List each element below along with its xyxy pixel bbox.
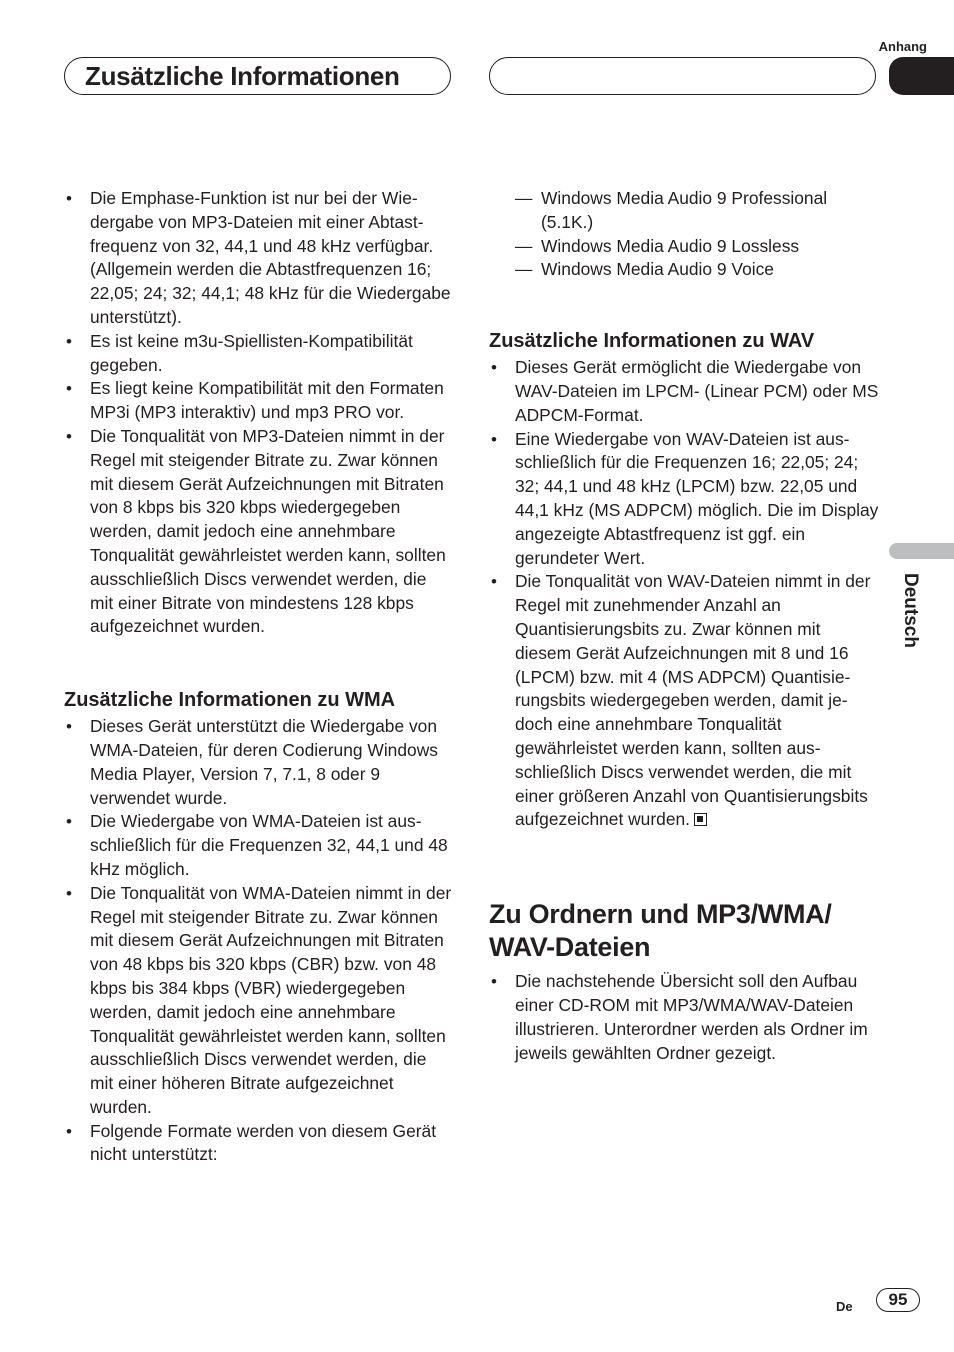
left-column [64,187,454,1167]
list-item [64,810,454,881]
wav-list [489,356,879,832]
page-title: Zusätzliche Informationen [85,61,400,91]
right-column [489,187,879,1065]
list-item [515,258,879,282]
wav-heading: Zusätzliche Informationen zu WAV [489,330,815,353]
bullet-icon: • [66,331,72,351]
list-item [64,425,454,639]
folders-list [489,970,879,1065]
list-item [515,235,879,259]
list-item [64,715,454,810]
bullet-icon: • [66,812,72,832]
language-tab [889,543,954,559]
unsupported-formats-list [489,187,879,282]
bullet-icon: • [66,717,72,737]
list-item-text: Die Tonqualität von WAV-Dateien nimmt in der Regel mit zunehmender Anzahl an Quantisierungsbits zu. Zwar können mit diesem Gerät Aufzeichnungen mit 8 und 16 (LPCM) bzw. mit 4 (MS ADPCM) Quantisierungsbits wiedergegeben werden, damit jedoch eine annehmbare Tonqualität gewährleistet werden kann, sollten ausschließlich Discs verwendet werden, die mit einer größeren Anzahl von Quantisierungsbits aufgezeichnet wurden. [515,571,871,830]
list-item-text: Es ist keine m3u-Spiellisten-Kompatibilität gegeben. [90,330,413,375]
list-item [489,356,879,427]
list-item [515,187,879,235]
list-item [64,1120,454,1168]
folders-heading: Zu Ordnern und MP3/WMA/ WAV-Dateien [489,899,832,963]
language-code: De [836,1299,853,1314]
list-item-text: Es liegt keine Kompatibilität mit den Formaten MP3i (MP3 interaktiv) und mp3 PRO vor. [90,378,444,423]
list-item [64,330,454,378]
list-item [489,970,879,1065]
wma-heading: Zusätzliche Informationen zu WMA [64,689,396,712]
intro-list [64,187,454,639]
dash-icon: — [515,235,533,256]
page-number: 95 [876,1288,920,1312]
bullet-icon: • [491,358,497,378]
list-item-text: Windows Media Audio 9 Professional (5.1K.) [541,188,828,232]
list-item-text: Windows Media Audio 9 Voice [541,259,774,280]
dash-icon: — [515,259,533,280]
bullet-icon: • [66,426,72,446]
list-item-text: Die nachstehende Übersicht soll den Aufbau einer CD-ROM mit MP3/WMA/WAV-Dateien illustrieren. Unterordner werden als Ordner im jeweils gewählten Ordner gezeigt. [515,971,868,1063]
bullet-icon: • [491,572,497,592]
wma-list [64,715,454,1167]
section-label: Anhang [878,39,927,54]
list-item [64,882,454,1120]
list-item-text: Folgende Formate werden von diesem Gerät nicht unterstützt: [90,1120,437,1165]
chapter-tab [889,57,954,95]
bullet-icon: • [66,189,72,208]
header-blank-pill [489,57,876,95]
list-item-text: Die Emphase-Funktion ist nur bei der Wiedergabe von MP3-Dateien mit einer Abtastfrequenz von 32, 44,1 und 48 kHz verfügbar. (Allgemein werden die Abtastfrequenzen 16; 22,05; 24; 32; 44,1; 48 kHz für die Wiedergabe unterstützt). [90,188,451,327]
list-item [489,428,879,571]
list-item [489,570,879,832]
list-item-text: Windows Media Audio 9 Lossless [541,235,800,256]
list-item-text: Eine Wiedergabe von WAV-Dateien ist ausschließlich für die Frequenzen 16; 22,05; 24; 32; 44,1 und 48 kHz (LPCM) bzw. 22,05 und 44,1 kHz (MS ADPCM) möglich. Die im Display angezeigte Abtastfrequenz ist ggf. ein gerundeter Wert. [515,428,879,568]
list-item-text: Die Tonqualität von MP3-Dateien nimmt in der Regel mit steigender Bitrate zu. Zwar können mit diesem Gerät Aufzeichnungen mit Bitraten von 8 kbps bis 320 kbps wiedergegeben werden, damit jedoch eine annehmbare Tonqualität gewährleistet werden kann, sollten ausschließlich Discs verwendet werden, die mit einer Bitrate von mindestens 128 kbps aufgezeichnet wurden. [90,425,446,637]
list-item [64,377,454,425]
list-item [64,187,454,330]
bullet-icon: • [491,429,497,449]
header-title-pill [64,57,451,95]
dash-icon: — [515,188,533,208]
list-item-text: Die Tonqualität von WMA-Dateien nimmt in der Regel mit steigender Bitrate zu. Zwar können mit diesem Gerät Aufzeichnungen mit Bitraten von 48 kbps bis 320 kbps (CBR) bzw. von 48 kbps bis 384 kbps (VBR) wiedergegeben werden, damit jedoch eine annehmbare Tonqualität gewährleistet werden kann, sollten ausschließlich Discs verwendet werden, die mit einer höheren Bitrate aufgezeichnet wurden. [90,882,452,1117]
list-item-text: Dieses Gerät ermöglicht die Wiedergabe von WAV-Dateien im LPCM- (Linear PCM) oder MS ADPCM-Format. [515,357,879,425]
bullet-icon: • [491,972,497,992]
bullet-icon: • [66,1121,72,1141]
list-item-text: Dieses Gerät unterstützt die Wiedergabe von WMA-Dateien, für deren Codierung Windows Media Player, Version 7, 7.1, 8 oder 9 verwendet wurde. [90,716,438,808]
stop-icon [694,813,707,826]
bullet-icon: • [66,379,72,399]
language-label: Deutsch [900,573,921,648]
list-item-text: Die Wiedergabe von WMA-Dateien ist ausschließlich für die Frequenzen 32, 44,1 und 48 kHz möglich. [90,811,448,879]
bullet-icon: • [66,883,72,903]
